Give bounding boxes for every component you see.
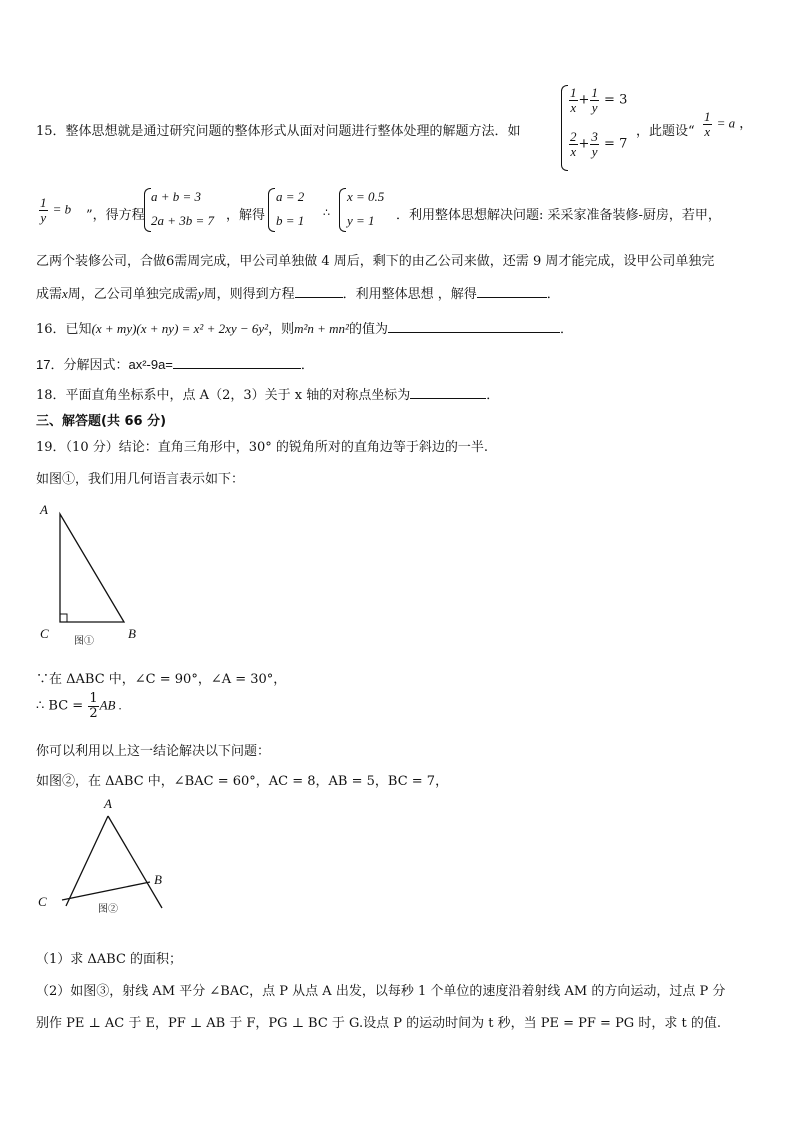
q15-line4a: 成需	[36, 287, 63, 302]
figure-1	[36, 500, 156, 648]
figure-1-svg	[36, 500, 156, 648]
q15-set-a-den: x	[704, 123, 711, 139]
q15-s1-r1-num2: 1	[591, 85, 598, 100]
q15-set-b-rhs: = b	[52, 201, 72, 217]
fig2-label-b: B	[154, 872, 162, 887]
q15-line2-start	[38, 196, 71, 224]
q16-number: 16．	[36, 322, 66, 337]
fig2-line-ab	[108, 816, 162, 908]
section-3-heading: 三、解答题(共 66 分)	[36, 414, 167, 429]
q15-line3: 乙两个装修公司，合做6需周完成，甲公司单独做 4 周后，剩下的由乙公司来做，还需 9 周才能完成，设甲公司单独完	[36, 254, 715, 269]
q15-line4	[36, 283, 560, 302]
q15-line4c: 周，则得到方程	[203, 287, 295, 302]
q19-therefore-b: AB .	[99, 697, 122, 713]
fig1-label-b: B	[128, 626, 136, 641]
q15-system2-brace	[144, 188, 151, 232]
q16-end: ．	[559, 322, 573, 337]
q15-set-a-rhs: = a	[716, 115, 736, 131]
q17-answer-blank[interactable]	[173, 368, 301, 369]
q15-s1-r1-num1: 1	[570, 85, 577, 100]
q15-text3: ”，得方程	[86, 208, 145, 223]
q15-s1-r2-rhs: = 7	[604, 136, 628, 152]
q15-number: 15．	[36, 124, 66, 139]
q15-set-a: $\frac{1}{x}$ = a ，	[704, 109, 753, 139]
fig1-caption: 图①	[74, 636, 94, 647]
fig2-caption: 图②	[98, 904, 118, 915]
q18-line	[36, 384, 499, 403]
fig1-label-a: A	[40, 502, 48, 517]
q19-half-num: 1	[89, 691, 98, 706]
q15-set-b-num: 1	[40, 195, 47, 210]
q15-system1-brace	[561, 85, 568, 171]
q19-part2a: （2）如图③，射线 AM 平分 ∠BAC，点 P 从点 A 出发，以每秒 1 个单位的速度沿着射线 AM 的方向运动，过点 P 分	[36, 984, 726, 999]
q15-system4-brace	[339, 188, 346, 232]
figure-2	[36, 796, 176, 926]
q15-system4-row2: y = 1	[347, 213, 375, 228]
q15-s1-r1-den1: x	[570, 99, 577, 115]
fig2-label-a: A	[104, 796, 112, 811]
q15-line4b: 周，乙公司单独完成需	[67, 287, 198, 302]
q15-text4: ，解得	[226, 208, 266, 223]
q16-expr2: m²n + mn²	[294, 321, 349, 336]
q19-half-den: 2	[89, 705, 98, 721]
q19-therefore	[36, 692, 122, 720]
q16-expr: (x + my)(x + ny) = x² + 2xy − 6y²	[91, 321, 269, 336]
q19-therefore-a: ∴ BC =	[36, 698, 84, 714]
q15-therefore: ∴	[323, 206, 330, 219]
q15-s1-r1-rhs: = 3	[604, 92, 628, 108]
q18-text: 18．平面直角坐标系中，点 A（2，3）关于 x 轴的对称点坐标为	[36, 388, 411, 403]
q15-answer-blank[interactable]	[477, 297, 547, 298]
q15-system1-row2: $\frac{2}{x}$ + $\frac{3}{y}$ = 7	[570, 129, 628, 159]
q16-line	[36, 318, 573, 337]
q15-s1-r1-den2: y	[591, 99, 598, 115]
q16-text1: 已知	[65, 322, 92, 337]
q16-text3: 的值为	[348, 322, 388, 337]
q15-line1-text	[36, 120, 521, 139]
q15-equation-blank[interactable]	[295, 297, 343, 298]
q15-system1-row1: $\frac{1}{x}$ + $\frac{1}{y}$ = 3	[570, 85, 628, 115]
q15-text5: ．利用整体思想解决问题: 采采家准备装修-厨房，若甲，	[396, 208, 721, 223]
q15-line4d: ．利用整体思想 ，解得	[342, 287, 477, 302]
q16-answer-blank[interactable]	[388, 332, 560, 333]
q19-because: ∵在 ΔABC 中，∠C = 90°，∠A = 30°，	[36, 672, 287, 687]
q19-part2b: 别作 PE ⊥ AC 于 E，PF ⊥ AB 于 F，PG ⊥ BC 于 G.设点 P 的运动时间为 t 秒，当 PE = PF = PG 时，求 t 的值.	[36, 1016, 721, 1031]
q15-s1-r2-den2: y	[591, 143, 598, 159]
q15-system3-row2: b = 1	[276, 213, 305, 228]
q17-end: ．	[300, 357, 314, 372]
q18-answer-blank[interactable]	[410, 398, 486, 399]
q15-set-a-num: 1	[704, 109, 711, 124]
q16-text2: ，则	[268, 322, 295, 337]
fig2-label-c: C	[38, 894, 47, 909]
q17-text: 17．分解因式：ax²-9a=	[36, 357, 173, 372]
q17-line	[36, 354, 314, 373]
fig1-right-triangle	[60, 514, 124, 622]
fig1-right-angle-mark	[60, 614, 67, 622]
q18-end: ．	[486, 388, 500, 403]
q15-line4-y: y	[197, 286, 204, 301]
q19-line5: 你可以利用以上这一结论解决以下问题：	[36, 744, 271, 759]
q15-system2-row2: 2a + 3b = 7	[151, 213, 215, 228]
q19-part1: （1）求 ΔABC 的面积；	[36, 952, 183, 967]
q15-text2: ，此题设“	[636, 124, 695, 139]
q15-line4-x: x	[62, 286, 68, 301]
q15-system2-row1: a + b = 3	[151, 189, 202, 204]
q15-s1-r2-num1: 2	[570, 129, 577, 144]
q15-system4-row1: x = 0.5	[347, 189, 385, 204]
q19-line1: 19．（10 分）结论：直角三角形中，30° 的锐角所对的直角边等于斜边的一半.	[36, 440, 489, 455]
q15-set-b-den: y	[40, 209, 47, 225]
q19-line2: 如图①，我们用几何语言表示如下：	[36, 472, 245, 487]
q15-system3-brace	[268, 188, 275, 232]
q15-s1-r2-den1: x	[570, 143, 577, 159]
q15-line4e: ．	[546, 287, 560, 302]
fig1-label-c: C	[40, 626, 49, 641]
q19-line6: 如图②，在 ΔABC 中，∠BAC = 60°，AC = 8，AB = 5，BC = 7，	[36, 774, 449, 789]
q15-s1-r2-num2: 3	[591, 129, 598, 144]
q15-text1: 整体思想就是通过研究问题的整体形式从面对问题进行整体处理的解题方法．如	[65, 124, 521, 139]
fig2-line-bc	[62, 882, 150, 900]
q15-system3-row1: a = 2	[276, 189, 305, 204]
q15-text2-label: ，此题设	[636, 124, 689, 139]
